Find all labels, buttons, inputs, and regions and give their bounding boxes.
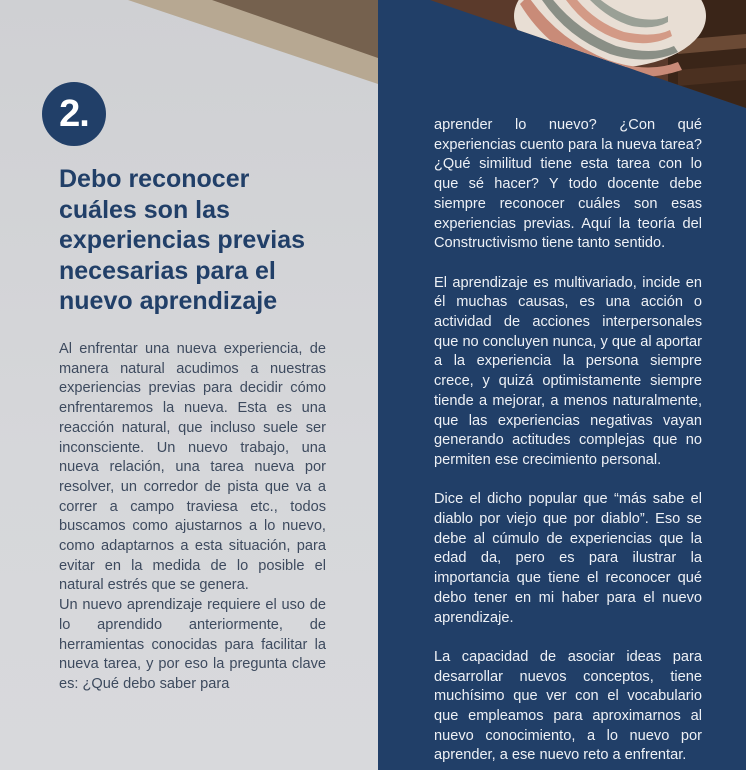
paragraph: Un nuevo aprendizaje requiere el uso de lo aprendido anteriormente, de herramientas conocidas para facilitar la nueva tarea, y por eso la pregunta clave es: ¿Qué debo saber para <box>59 597 326 692</box>
paragraph: Dice el dicho popular que “más sabe el diablo por viejo que por diablo”. Eso se debe al cúmulo de experiencias que la edad da, pero es para ilustrar la importancia que tiene el reconocer qué debo tener en mi haber para el nuevo aprendizaje. <box>434 491 702 626</box>
heading-line: nuevo aprendizaje <box>59 287 278 315</box>
top-photo <box>378 0 746 112</box>
left-column-text <box>59 340 326 695</box>
section-heading <box>59 164 359 317</box>
paragraph: aprender lo nuevo? ¿Con qué experiencias cuento para la nueva tarea? ¿Qué similitud tiene esta tarea con lo que sé hacer? Y todo docente debe siempre reconocer cuáles son esas experiencias previas. Aquí la teoría del Constructivismo tiene tanto sentido. <box>434 117 702 252</box>
section-number-badge <box>42 82 106 146</box>
heading-line: Debo reconocer <box>59 165 250 193</box>
decorative-top-band <box>0 0 378 90</box>
paragraph: Al enfrentar una nueva experiencia, de manera natural acudimos a nuestras experiencias previas para decidir cómo enfrentaremos la nueva. Esta es una reacción natural, que incluso suele ser inconsciente. Un nuevo trabajo, una nueva relación, una tarea nueva por resolver, un corredor de pista que va a correr a campo traviesa etc., todos buscamos como ajustarnos a lo nuevo, como adaptarnos a esta situación, para evitar en la medida de lo posible el natural estrés que se genera. <box>59 341 326 594</box>
section-number: 2. <box>59 93 89 135</box>
paragraph: La capacidad de asociar ideas para desarrollar nuevos conceptos, tiene muchísimo que ver con el vocabulario que empleamos para aproximarnos al nuevo conocimiento, a lo nuevo por aprender, a ese nuevo reto a enfrentar. <box>434 648 702 764</box>
paragraph: El aprendizaje es multivariado, incide en él muchas causas, es una acción o actividad de acciones interpersonales que no concluyen nunca, y que al aportar a la experiencia la persona siempre crece, y quizá optimistamente siempre tiende a mejorar, a menos naturalmente, que las experiencias negativas vayan generando actitudes complejas que no permiten ese crecimiento personal. <box>434 274 702 468</box>
heading-line: cuáles son las <box>59 195 230 224</box>
right-column-text <box>434 116 702 766</box>
heading-line: experiencias previas <box>59 226 305 254</box>
heading-line: necesarias para el <box>59 256 276 285</box>
